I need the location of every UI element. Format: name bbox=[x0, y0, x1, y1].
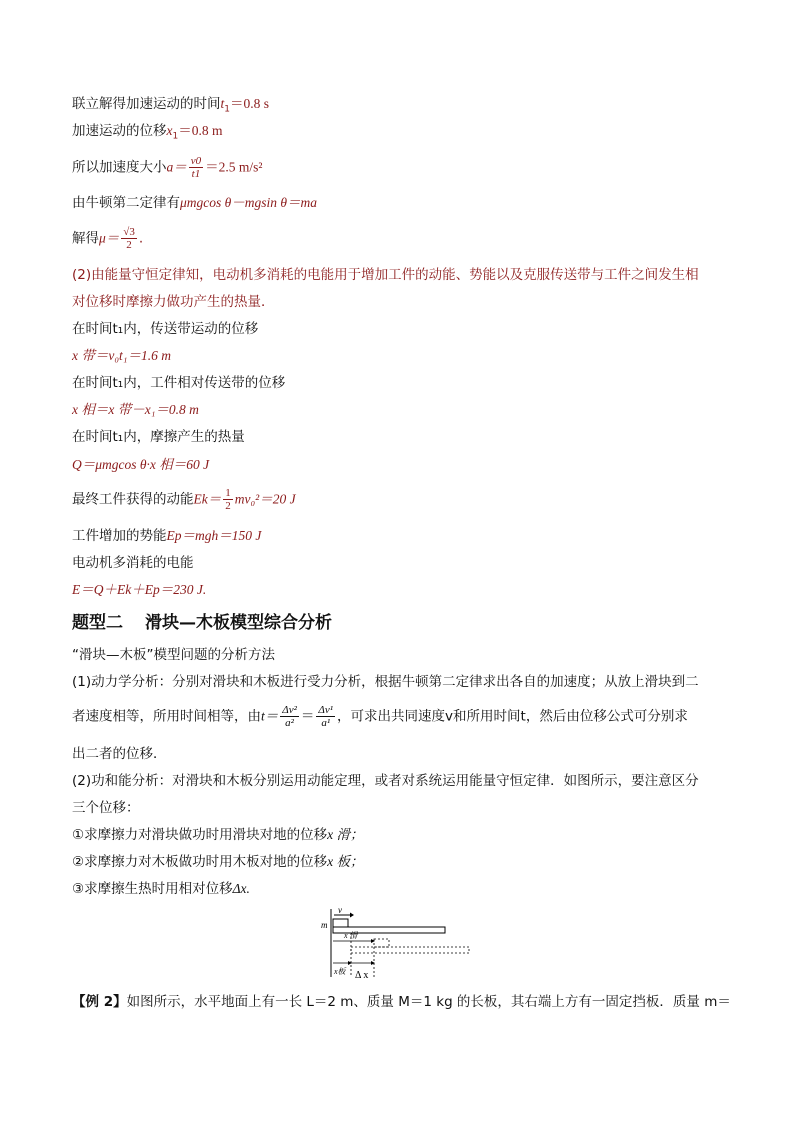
solution-line-6 bbox=[72, 266, 699, 284]
solution-line-13 bbox=[72, 456, 209, 474]
list-item-2 bbox=[72, 853, 363, 871]
math: x 滑； bbox=[327, 827, 364, 842]
text: 三个位移： bbox=[72, 800, 140, 816]
text: 在时间t₁内，传送带运动的位移 bbox=[72, 321, 259, 337]
text: “滑块—木板”模型问题的分析方法 bbox=[72, 647, 275, 663]
text: ②求摩擦力对木板做功时用木板对地的位移 bbox=[72, 854, 328, 870]
math: Ep＝mgh＝150 J bbox=[166, 528, 262, 543]
text: 解得 bbox=[72, 230, 99, 247]
text: 联立解得加速运动的时间 bbox=[72, 96, 221, 112]
math-eq: ＝ bbox=[300, 708, 315, 725]
math: x bbox=[166, 123, 173, 138]
text: 所以加速度大小 bbox=[72, 159, 167, 176]
solution-line-5 bbox=[72, 226, 143, 251]
solution-line-17 bbox=[72, 581, 206, 599]
para-1-line-2 bbox=[72, 704, 688, 729]
text: 对位移时摩擦力做功产生的热量． bbox=[72, 294, 275, 310]
text: (2)由能量守恒定律知，电动机多消耗的电能用于增加工件的动能、势能以及克服传送带与工件之间发生相 bbox=[72, 267, 699, 283]
numerator: √3 bbox=[123, 226, 135, 238]
text: 加速运动的位移 bbox=[72, 123, 167, 139]
math-sub: 1 bbox=[224, 104, 230, 115]
numerator: 1 bbox=[225, 487, 231, 499]
math-sub: 1 bbox=[172, 131, 179, 142]
para-1-line-3 bbox=[72, 745, 167, 763]
math: a＝ bbox=[166, 159, 187, 175]
label-m: m bbox=[321, 920, 328, 930]
example-tag: 【例 2】 bbox=[72, 994, 127, 1010]
text: 由牛顿第二定律有 bbox=[72, 195, 180, 211]
math: t bbox=[220, 96, 225, 111]
math: x 相＝x 带－x₁＝0.8 m bbox=[72, 402, 199, 417]
denominator: a¹ bbox=[321, 717, 331, 729]
fraction bbox=[280, 704, 299, 729]
fraction bbox=[121, 226, 137, 251]
math: μ＝ bbox=[99, 230, 120, 246]
section-heading bbox=[72, 608, 332, 633]
denominator: 2 bbox=[225, 500, 231, 512]
fraction bbox=[316, 704, 335, 729]
heading-number: 题型二 bbox=[72, 613, 123, 633]
section-intro bbox=[72, 646, 275, 664]
math-end: . bbox=[138, 230, 144, 247]
slider-block bbox=[333, 919, 348, 927]
label-x-slide: x 滑 bbox=[344, 931, 358, 940]
denominator: 2 bbox=[126, 239, 132, 251]
math-value: ＝2.5 m/s² bbox=[205, 159, 263, 175]
para-1-line-1 bbox=[72, 673, 699, 691]
board-displaced bbox=[351, 947, 469, 953]
list-item-1 bbox=[72, 826, 363, 844]
text: ，可求出共同速度v和所用时间t，然后由位移公式可分别求 bbox=[337, 708, 688, 725]
math: μmgcos θ－mgsin θ＝ma bbox=[180, 195, 318, 210]
math: x 板； bbox=[327, 854, 364, 869]
para-2-line-2 bbox=[72, 799, 140, 817]
solution-line-15 bbox=[72, 527, 261, 545]
text: ③求摩擦生热时用相对位移 bbox=[72, 881, 233, 897]
math: x 带＝v₀t₁＝1.6 m bbox=[72, 348, 171, 363]
solution-line-16 bbox=[72, 554, 194, 572]
slider-displaced bbox=[374, 939, 389, 947]
text: (2)功和能分析：对滑块和木板分别运用动能定理，或者对系统运用能量守恒定律．如图所示，要注意区分 bbox=[72, 773, 699, 789]
label-delta-x: Δ x bbox=[355, 970, 369, 981]
solution-line-8 bbox=[72, 320, 258, 338]
slider-board-diagram bbox=[320, 905, 480, 985]
text: ①求摩擦力对滑块做功时用滑块对地的位移 bbox=[72, 827, 328, 843]
denominator: t1 bbox=[191, 168, 201, 180]
list-item-3 bbox=[72, 880, 250, 898]
text: 出二者的位移． bbox=[72, 746, 167, 762]
text: 在时间t₁内，摩擦产生的热量 bbox=[72, 429, 245, 445]
solution-line-9 bbox=[72, 347, 171, 365]
solution-line-14 bbox=[72, 487, 296, 512]
para-2-line-1 bbox=[72, 772, 699, 790]
math: E＝Q＋Ek＋Ep＝230 J. bbox=[72, 582, 207, 597]
numerator: Δv² bbox=[282, 704, 297, 716]
solution-line-12 bbox=[72, 428, 245, 446]
text: (1)动力学分析：分别对滑块和木板进行受力分析，根据牛顿第二定律求出各自的加速度；从放上滑块到二 bbox=[72, 674, 699, 690]
text: 最终工件获得的动能 bbox=[72, 491, 194, 508]
label-v: v bbox=[338, 905, 342, 915]
example-line bbox=[72, 993, 731, 1011]
solution-line-7 bbox=[72, 293, 275, 311]
heading-title: 滑块—木板模型综合分析 bbox=[145, 613, 332, 633]
solution-line-10 bbox=[72, 374, 285, 392]
fraction bbox=[223, 487, 233, 512]
math-end: mv₀²＝20 J bbox=[234, 491, 296, 507]
solution-line-1 bbox=[72, 95, 269, 119]
velocity-arrowhead bbox=[350, 913, 354, 918]
text: 工件增加的势能 bbox=[72, 528, 167, 544]
label-x-board: x板 bbox=[334, 967, 346, 976]
solution-line-3 bbox=[72, 155, 262, 180]
example-text: 如图所示，水平地面上有一长 L＝2 m、质量 M＝1 kg 的长板，其右端上方有一固定挡板．质量 m＝ bbox=[126, 994, 731, 1010]
solution-line-4 bbox=[72, 194, 317, 212]
numerator: v0 bbox=[190, 155, 202, 167]
denominator: a² bbox=[285, 717, 294, 729]
math: Q＝μmgcos θ·x 相＝60 J bbox=[72, 457, 210, 472]
math-value: ＝0.8 m bbox=[178, 123, 223, 138]
fraction bbox=[189, 155, 203, 180]
math-value: ＝0.8 s bbox=[230, 96, 270, 111]
text: 电动机多消耗的电能 bbox=[72, 555, 194, 571]
numerator: Δv¹ bbox=[318, 704, 334, 716]
solution-line-2 bbox=[72, 122, 223, 146]
math: t＝ bbox=[261, 708, 279, 724]
text: 在时间t₁内，工件相对传送带的位移 bbox=[72, 375, 286, 391]
solution-line-11 bbox=[72, 401, 199, 419]
math: Ek＝ bbox=[193, 491, 222, 507]
text: 者速度相等，所用时间相等，由 bbox=[72, 708, 261, 725]
math: Δx. bbox=[232, 881, 250, 896]
